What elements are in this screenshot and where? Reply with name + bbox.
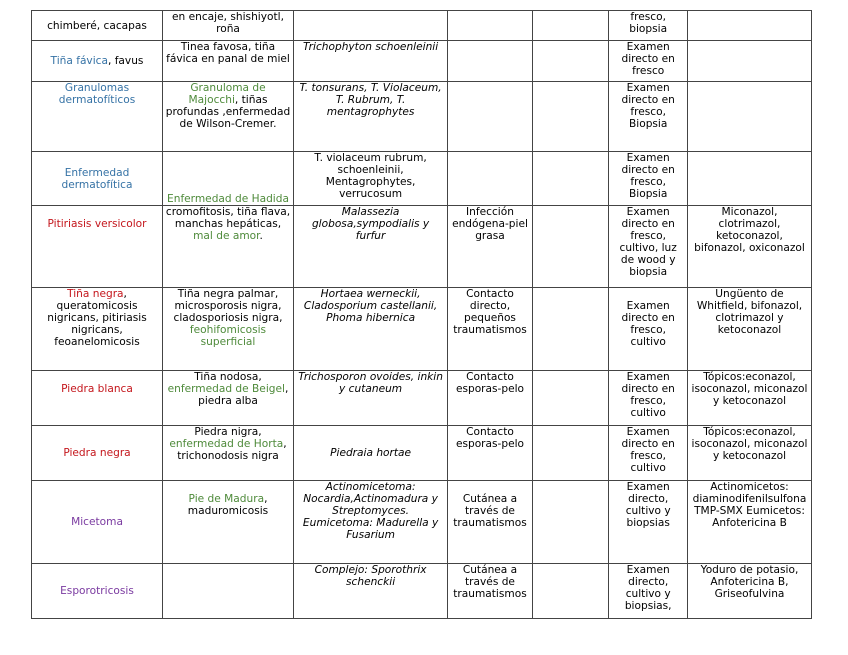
common-names-cell bbox=[163, 564, 294, 619]
treatment-cell bbox=[687, 371, 811, 426]
blank-cell bbox=[532, 371, 609, 426]
causal-agent: Trichophyton schoenleinii bbox=[303, 41, 439, 53]
common-names: cromofitosis, tiña flava, manchas hepáticas, bbox=[165, 206, 291, 230]
transmission-cell bbox=[448, 481, 533, 564]
common-name-highlight: Granuloma de Majocchi bbox=[188, 82, 266, 106]
common-names: Tinea favosa, tiña fávica en panal de miel bbox=[166, 41, 290, 65]
blank-cell bbox=[532, 564, 609, 619]
table-row bbox=[32, 152, 812, 206]
disease-name: chimberé, cacapas bbox=[47, 19, 147, 32]
disease-name: Granulomas dermatofíticos bbox=[58, 82, 136, 106]
blank-cell bbox=[532, 152, 609, 206]
disease-name: Tiña fávica bbox=[50, 55, 108, 67]
blank-cell bbox=[532, 288, 609, 371]
transmission: Cutánea a través de traumatismos bbox=[453, 493, 527, 529]
blank-cell bbox=[532, 11, 609, 41]
disease-name-cell bbox=[32, 11, 163, 41]
diagnosis-cell bbox=[609, 152, 688, 206]
agent-cell bbox=[294, 11, 448, 41]
table-row bbox=[32, 371, 812, 426]
table-row bbox=[32, 41, 812, 82]
transmission-cell bbox=[448, 564, 533, 619]
transmission: Contacto esporas-pelo bbox=[455, 371, 525, 395]
treatment: Tópicos:econazol, isoconazol, miconazol y ketoconazol bbox=[691, 426, 808, 462]
treatment: Miconazol, clotrimazol, ketoconazol, bifonazol, oxiconazol bbox=[694, 206, 805, 254]
transmission: Cutánea a través de traumatismos bbox=[453, 564, 527, 600]
common-names-cell bbox=[163, 11, 294, 41]
disease-name-cell bbox=[32, 82, 163, 152]
disease-name-cell bbox=[32, 288, 163, 371]
common-names-end: , piedra alba bbox=[198, 383, 289, 407]
diagnosis-cell bbox=[609, 288, 688, 371]
common-names: en encaje, shishiyotl, roña bbox=[172, 11, 284, 35]
agent-cell bbox=[294, 371, 448, 426]
diagnosis-cell bbox=[609, 481, 688, 564]
common-names: Tiña nodosa, bbox=[194, 371, 262, 383]
disease-name: Pitiriasis versicolor bbox=[47, 218, 147, 230]
common-name-highlight: Pie de Madura bbox=[188, 493, 265, 505]
disease-name: Tiña negra bbox=[67, 288, 124, 300]
agent-cell bbox=[294, 82, 448, 152]
table-row bbox=[32, 288, 812, 371]
disease-name-cell bbox=[32, 206, 163, 288]
transmission-cell bbox=[448, 288, 533, 371]
common-name-highlight: enfermedad de Horta bbox=[169, 438, 284, 450]
common-names-cell bbox=[163, 288, 294, 371]
diagnosis-cell bbox=[609, 41, 688, 82]
causal-agent: Piedraia hortae bbox=[330, 447, 412, 459]
common-names-end: . bbox=[259, 230, 263, 242]
common-names-cell bbox=[163, 206, 294, 288]
table-row bbox=[32, 564, 812, 619]
transmission: Contacto esporas-pelo bbox=[455, 426, 525, 450]
treatment: Ungüento de Whitfield, bifonazol, clotrimazol y ketoconazol bbox=[696, 288, 803, 336]
common-names: , maduromicosis bbox=[187, 493, 269, 517]
diagnosis: Examen directo, cultivo y biopsias, bbox=[624, 564, 672, 612]
common-names-cell bbox=[163, 41, 294, 82]
common-name-highlight: enfermedad de Beigel bbox=[167, 383, 285, 395]
causal-agent: Actinomicetoma: Nocardia,Actinomadura y Streptomyces. Eumicetoma: Madurella y Fusarium bbox=[302, 481, 439, 541]
disease-name-cell bbox=[32, 41, 163, 82]
treatment-cell bbox=[687, 206, 811, 288]
causal-agent: Complejo: Sporothrix schenckii bbox=[314, 564, 427, 588]
diagnosis-cell bbox=[609, 82, 688, 152]
common-names-cell bbox=[163, 481, 294, 564]
treatment-cell bbox=[687, 481, 811, 564]
blank-cell bbox=[532, 41, 609, 82]
mycoses-table bbox=[31, 10, 812, 619]
disease-name-cell bbox=[32, 564, 163, 619]
common-names: Piedra nigra, bbox=[194, 426, 262, 438]
diagnosis-cell bbox=[609, 11, 688, 41]
disease-name: Enfermedad dermatofítica bbox=[61, 166, 133, 191]
disease-name-tail: , queratomicosis nigricans, pitiriasis nigricans, feoanelomicosis bbox=[47, 288, 147, 348]
diagnosis: Examen directo en fresco bbox=[621, 41, 675, 77]
transmission-cell bbox=[448, 152, 533, 206]
causal-agent: Trichosporon ovoides, inkin y cutaneum bbox=[298, 371, 443, 395]
table-row bbox=[32, 206, 812, 288]
blank-cell bbox=[532, 481, 609, 564]
table-row bbox=[32, 426, 812, 481]
blank-cell bbox=[532, 82, 609, 152]
table-row bbox=[32, 11, 812, 41]
diagnosis: Examen directo en fresco, cultivo, luz de wood y biopsia bbox=[619, 206, 677, 278]
common-names: , tiñas profundas ,enfermedad de Wilson-Cremer. bbox=[165, 94, 291, 130]
agent-cell bbox=[294, 206, 448, 288]
treatment-cell bbox=[687, 288, 811, 371]
common-name-highlight: Enfermedad de Hadida bbox=[167, 193, 289, 205]
treatment-cell bbox=[687, 82, 811, 152]
common-names-end: , trichonodosis nigra bbox=[177, 438, 287, 462]
disease-name: Piedra negra bbox=[63, 447, 131, 459]
treatment-cell bbox=[687, 11, 811, 41]
agent-cell bbox=[294, 426, 448, 481]
common-name-highlight: mal de amor bbox=[193, 230, 260, 242]
diagnosis: Examen directo en fresco, cultivo bbox=[621, 300, 675, 348]
treatment-cell bbox=[687, 564, 811, 619]
disease-name: Esporotricosis bbox=[60, 585, 134, 597]
disease-name: Piedra blanca bbox=[61, 383, 133, 395]
blank-cell bbox=[532, 206, 609, 288]
transmission-cell bbox=[448, 371, 533, 426]
treatment-cell bbox=[687, 426, 811, 481]
diagnosis-cell bbox=[609, 426, 688, 481]
table-row bbox=[32, 481, 812, 564]
diagnosis: Examen directo en fresco, cultivo bbox=[621, 371, 675, 419]
causal-agent: Malassezia globosa,sympodialis y furfur bbox=[311, 206, 430, 242]
disease-name-tail: , favus bbox=[107, 55, 144, 67]
agent-cell bbox=[294, 288, 448, 371]
diagnosis-cell bbox=[609, 206, 688, 288]
common-names-cell bbox=[163, 152, 294, 206]
agent-cell bbox=[294, 41, 448, 82]
common-name-highlight: feohifomicosis superficial bbox=[189, 324, 267, 348]
transmission-cell bbox=[448, 11, 533, 41]
table-row bbox=[32, 82, 812, 152]
disease-name-cell bbox=[32, 481, 163, 564]
blank-cell bbox=[532, 426, 609, 481]
common-names-cell bbox=[163, 426, 294, 481]
treatment: Yoduro de potasio, Anfotericina B, Griseofulvina bbox=[700, 564, 799, 600]
diagnosis: Examen directo en fresco, Biopsia bbox=[621, 152, 675, 200]
transmission: Contacto directo, pequeños traumatismos bbox=[453, 288, 527, 336]
transmission-cell bbox=[448, 41, 533, 82]
causal-agent: Hortaea werneckii, Cladosporium castellanii, Phoma hibernica bbox=[303, 288, 438, 324]
disease-name-cell bbox=[32, 152, 163, 206]
diagnosis: fresco, biopsia bbox=[629, 11, 668, 35]
common-names-cell bbox=[163, 371, 294, 426]
diagnosis: Examen directo en fresco, cultivo bbox=[621, 426, 675, 474]
diagnosis-cell bbox=[609, 564, 688, 619]
transmission-cell bbox=[448, 206, 533, 288]
agent-cell bbox=[294, 481, 448, 564]
disease-name-cell bbox=[32, 371, 163, 426]
treatment-cell bbox=[687, 152, 811, 206]
transmission: Infección endógena-piel grasa bbox=[452, 206, 528, 242]
disease-name-cell bbox=[32, 426, 163, 481]
common-names: Tiña negra palmar, microsporosis nigra, cladosporiosis nigra, bbox=[173, 288, 283, 324]
agent-cell bbox=[294, 152, 448, 206]
treatment-cell bbox=[687, 41, 811, 82]
treatment: Tópicos:econazol, isoconazol, miconazol y ketoconazol bbox=[691, 371, 808, 407]
transmission-cell bbox=[448, 426, 533, 481]
diagnosis: Examen directo en fresco, Biopsia bbox=[621, 82, 675, 130]
table-body bbox=[32, 11, 812, 619]
common-names-cell bbox=[163, 82, 294, 152]
causal-agent: T. violaceum rubrum, schoenleinii, Mentagrophytes, verrucosum bbox=[314, 152, 427, 200]
disease-name: Micetoma bbox=[71, 516, 123, 528]
transmission-cell bbox=[448, 82, 533, 152]
agent-cell bbox=[294, 564, 448, 619]
treatment: Actinomicetos: diaminodifenilsulfona TMP-SMX Eumicetos: Anfotericina B bbox=[692, 481, 807, 529]
diagnosis-cell bbox=[609, 371, 688, 426]
causal-agent: T. tonsurans, T. Violaceum, T. Rubrum, T. mentagrophytes bbox=[299, 82, 442, 118]
diagnosis: Examen directo, cultivo y biopsias bbox=[625, 481, 671, 529]
